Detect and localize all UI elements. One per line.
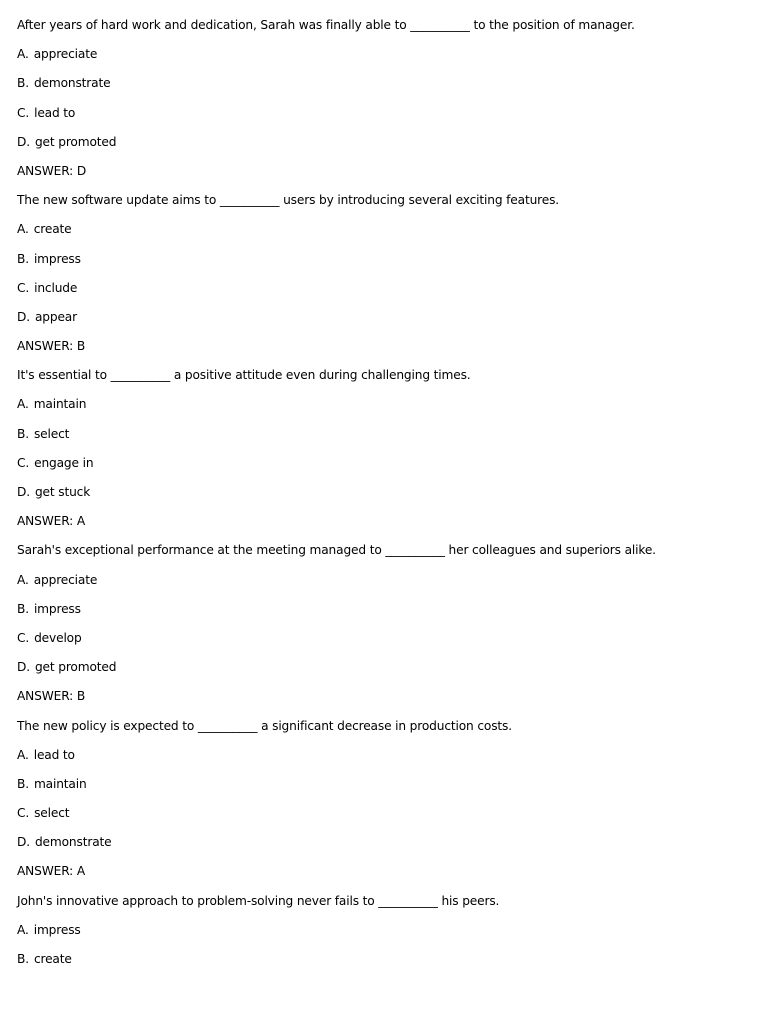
option-letter: C. xyxy=(17,280,30,295)
option-item xyxy=(17,306,757,335)
option-text: appear xyxy=(34,309,77,324)
option-item xyxy=(17,802,757,831)
option-text: demonstrate xyxy=(33,76,111,91)
question-text-after: a positive attitude even during challenging times. xyxy=(170,368,471,383)
question-stem xyxy=(17,715,757,744)
option-letter: A. xyxy=(17,222,29,237)
option-letter: D. xyxy=(17,134,30,149)
question-text-after: his peers. xyxy=(437,893,500,908)
question-stem xyxy=(17,14,757,43)
option-item xyxy=(17,919,757,948)
option-letter: B. xyxy=(17,251,29,266)
option-letter: B. xyxy=(17,76,29,91)
question-text-after: a significant decrease in production costs. xyxy=(257,718,512,733)
question-text-after: users by introducing several exciting features. xyxy=(279,193,560,208)
answer-key: ANSWER: B xyxy=(17,339,86,354)
option-text: select xyxy=(34,806,70,821)
option-text: get stuck xyxy=(34,485,91,499)
option-text: develop xyxy=(34,630,82,645)
option-letter: D. xyxy=(17,660,30,675)
question-block xyxy=(17,715,757,890)
answer-blank: __________ xyxy=(219,193,280,208)
option-letter: B. xyxy=(17,601,29,616)
question-text-before: John's innovative approach to problem-solving never fails to xyxy=(17,893,379,908)
option-letter: B. xyxy=(17,776,29,791)
answer-key: ANSWER: D xyxy=(17,163,87,178)
option-text: engage in xyxy=(34,455,94,470)
question-block xyxy=(17,14,757,189)
option-text: select xyxy=(33,426,70,441)
option-letter: C. xyxy=(17,455,30,470)
option-text: demonstrate xyxy=(34,835,112,850)
answer-blank: __________ xyxy=(410,18,470,32)
option-letter: A. xyxy=(17,397,29,412)
option-item xyxy=(17,72,757,101)
option-item xyxy=(17,423,757,452)
option-text: appreciate xyxy=(33,572,98,587)
question-text-before: It's essential to xyxy=(17,368,111,383)
option-item xyxy=(17,102,757,131)
question-block xyxy=(17,890,757,978)
question-block xyxy=(17,364,757,539)
option-text: create xyxy=(33,222,72,237)
option-text: impress xyxy=(33,251,81,266)
option-item xyxy=(17,656,757,685)
option-item xyxy=(17,218,757,247)
answer-blank: __________ xyxy=(110,368,171,383)
option-letter: C. xyxy=(17,806,30,821)
option-item xyxy=(17,481,757,510)
option-item xyxy=(17,393,757,422)
answer-key: ANSWER: B xyxy=(17,689,86,704)
option-text: lead to xyxy=(33,747,75,762)
question-stem xyxy=(17,539,757,568)
option-letter: A. xyxy=(17,572,29,587)
option-letter: D. xyxy=(17,485,30,499)
answer-blank: __________ xyxy=(378,893,438,908)
option-text: impress xyxy=(33,601,81,616)
option-item xyxy=(17,598,757,627)
option-text: impress xyxy=(33,922,81,937)
option-item xyxy=(17,131,757,160)
option-letter: D. xyxy=(17,309,30,324)
option-item xyxy=(17,248,757,277)
option-letter: A. xyxy=(17,47,29,62)
option-text: maintain xyxy=(33,776,87,791)
option-letter: C. xyxy=(17,105,30,120)
question-document xyxy=(17,14,757,977)
question-stem xyxy=(17,364,757,393)
question-text-after: to the position of manager. xyxy=(469,18,635,32)
option-text: create xyxy=(33,952,72,966)
option-item xyxy=(17,948,757,977)
question-text-before: The new policy is expected to xyxy=(17,718,198,733)
question-text-before: Sarah's exceptional performance at the meeting managed to xyxy=(17,543,386,558)
question-stem xyxy=(17,890,757,919)
option-letter: A. xyxy=(17,922,29,937)
option-text: get promoted xyxy=(34,660,117,675)
question-block xyxy=(17,539,757,714)
option-item xyxy=(17,744,757,773)
option-letter: B. xyxy=(17,952,29,966)
answer-blank: __________ xyxy=(197,718,258,733)
option-text: maintain xyxy=(33,397,87,412)
option-item xyxy=(17,627,757,656)
option-item xyxy=(17,452,757,481)
option-text: include xyxy=(34,280,78,295)
question-stem xyxy=(17,189,757,218)
option-item xyxy=(17,831,757,860)
question-text-after: her colleagues and superiors alike. xyxy=(444,543,656,558)
question-block xyxy=(17,189,757,364)
option-text: get promoted xyxy=(34,134,117,149)
option-item xyxy=(17,773,757,802)
option-item xyxy=(17,277,757,306)
answer-blank: __________ xyxy=(385,543,445,558)
option-text: appreciate xyxy=(33,47,98,62)
option-letter: D. xyxy=(17,835,30,850)
option-letter: A. xyxy=(17,747,29,762)
option-item xyxy=(17,43,757,72)
option-item xyxy=(17,569,757,598)
option-letter: B. xyxy=(17,426,29,441)
option-text: lead to xyxy=(34,105,76,120)
answer-key: ANSWER: A xyxy=(17,864,86,879)
question-text-before: After years of hard work and dedication, Sarah was finally able to xyxy=(17,18,411,32)
answer-key: ANSWER: A xyxy=(17,514,86,529)
option-letter: C. xyxy=(17,630,30,645)
question-text-before: The new software update aims to xyxy=(17,193,220,208)
